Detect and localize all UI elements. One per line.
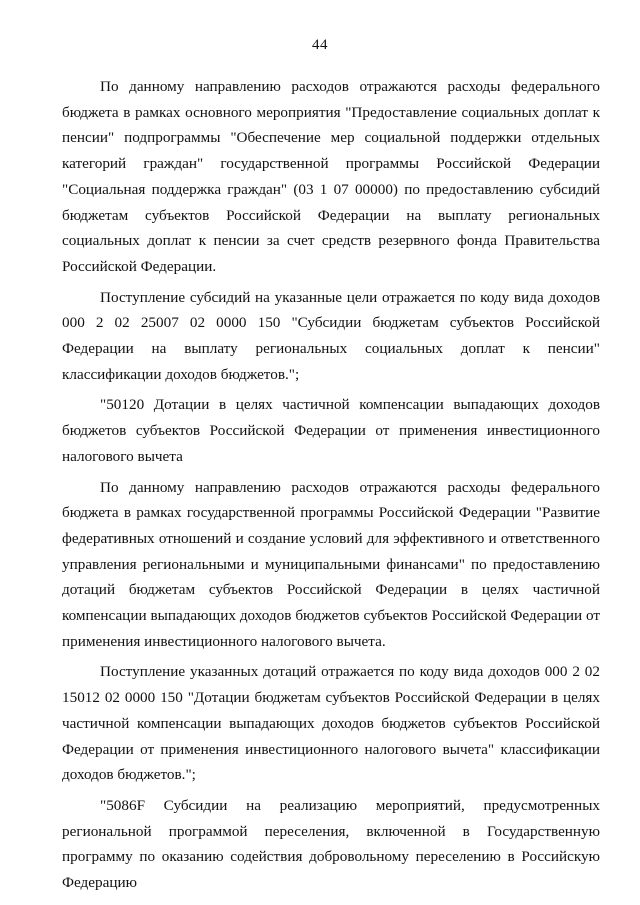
- paragraph-income-code-25007: Поступление субсидий на указанные цели отражается по коду вида доходов 000 2 02 25007 02 0000 150 "Субсидии бюджетам субъектов Российской Федерации на выплату региональных социальных доплат к пенсии" классификации доходов бюджетов.";: [62, 288, 600, 383]
- paragraph-heading-5086f: "5086F Субсидии на реализацию мероприятий, предусмотренных региональной программой переселения, включенной в Государственную программу по оказанию содействия добровольному переселению в Российскую Федерацию: [62, 796, 600, 892]
- paragraph-heading-50120: "50120 Дотации в целях частичной компенсации выпадающих доходов бюджетов субъектов Российской Федерации от применения инвестиционного налогового вычета: [62, 396, 600, 465]
- paragraph-expenditure-pension-supplements: По данному направлению расходов отражаются расходы федерального бюджета в рамках основного мероприятия "Предоставление социальных доплат к пенсии" подпрограммы "Обеспечение мер социальной поддержки отдельных категорий граждан" государственной программы Российской Федерации "Социальная поддержка граждан" (03 1 07 00000) по предоставлению субсидий бюджетам субъектов Российской Федерации на выплату региональных социальных доплат к пенсии за счет средств резервного фонда Правительства Российской Федерации.: [62, 78, 600, 275]
- paragraph-income-code-15012: Поступление указанных дотаций отражается по коду вида доходов 000 2 02 15012 02 0000 150 "Дотации бюджетам субъектов Российской Федерации в целях частичной компенсации выпадающих доходов бюджетов субъектов Российской Федерации от применения инвестиционного налогового вычета" классификации доходов бюджетов.";: [62, 663, 600, 784]
- page-number: 44: [312, 37, 328, 53]
- paragraph-expenditure-investment-deduction: По данному направлению расходов отражаются расходы федерального бюджета в рамках государственной программы Российской Федерации "Развитие федеративных отношений и создание условий для эффективного и ответственного управления региональными и муниципальными финансами" по предоставлению дотаций бюджетам субъектов Российской Федерации в целях частичной компенсации выпадающих доходов бюджетов субъектов Российской Федерации от применения инвестиционного налогового вычета.: [62, 478, 600, 650]
- document-body: [62, 74, 600, 896]
